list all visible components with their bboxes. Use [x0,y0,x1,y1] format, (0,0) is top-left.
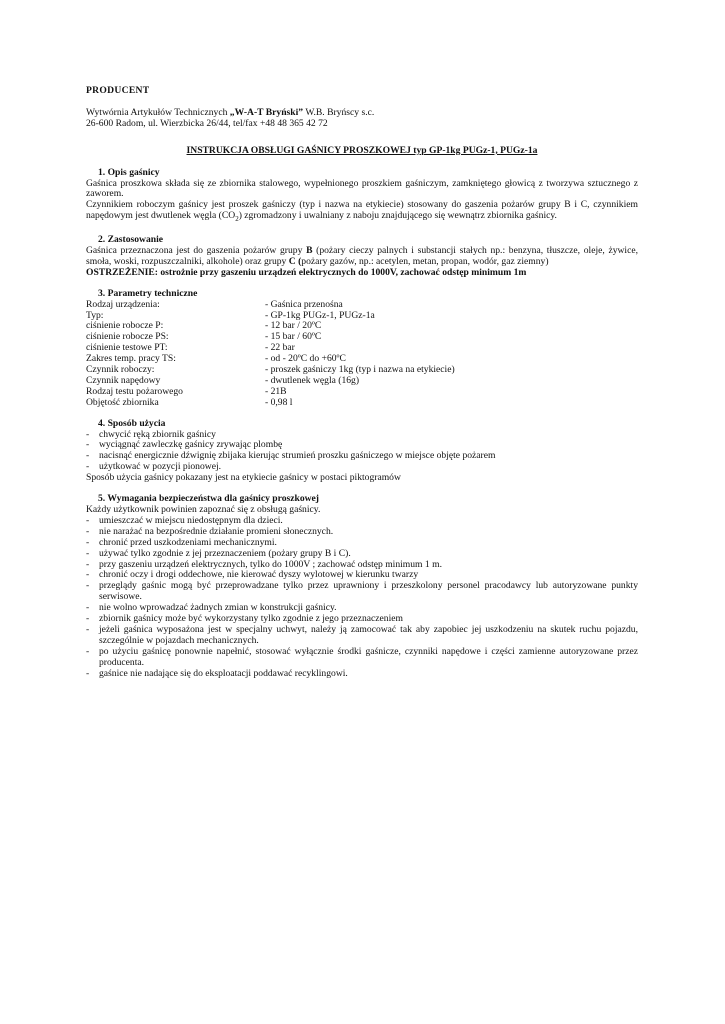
section-1-p2-text-a: Czynnikiem roboczym gaśnicy jest proszek gaśniczy (typ i nazwa na etykiecie) stosowany do gaszenia pożarów grupy B i C, czynnikiem napędowym jest dwutlenek węgla (CO [86,199,638,222]
list-item-text: chronić oczy i drogi oddechowe, nie kierować dyszy wylotowej w kierunku twarzy [99,569,419,581]
param-label: ciśnienie robocze PS: [86,331,169,343]
list-item-text: chronić przed uszkodzeniami mechanicznymi. [99,536,277,548]
list-item: - nie narażać na bezpośrednie działanie promieni słonecznych. [86,527,638,538]
param-label: ciśnienie testowe PT: [86,342,168,354]
param-value: - 12 bar / 20ºC [265,320,322,332]
section-1-heading: 1. Opis gaśnicy [98,166,160,178]
list-item: - zbiornik gaśnicy może być wykorzystany tylko zgodnie z jego przeznaczeniem [86,614,638,625]
param-value: - proszek gaśniczy 1kg (typ i nazwa na etykiecie) [265,364,455,376]
list-item: - jeżeli gaśnica wyposażona jest w specjalny uchwyt, należy ją zamocować tak aby zapobiec jej uszkodzeniu na skutek ruchu pojazdu, szczególnie w pojazdach mechanicznych. [86,623,638,646]
producer-name-suffix: W.B. Bryńscy s.c. [303,106,375,118]
producer-address: 26-600 Radom, ul. Wierzbicka 26/44, tel/fax +48 48 365 42 72 [86,117,328,129]
param-label: Rodzaj testu pożarowego [86,385,183,397]
list-item: - po użyciu gaśnicę ponownie napełnić, stosować wyłącznie środki gaśnicze, czynniki napędowe i części zamienne autoryzowane przez producenta. [86,645,638,668]
list-item-text: wyciągnąć zawleczkę gaśnicy zrywając plombę [99,439,283,451]
param-label: Czynnik roboczy: [86,364,155,376]
fire-class-b: B [306,244,313,256]
section-2-paragraph [86,246,638,268]
producer-name-prefix: Wytwórnia Artykułów Technicznych [86,106,230,118]
list-item-text: nie wolno wprowadzać żadnych zmian w konstrukcji gaśnicy. [99,602,337,614]
param-value: - 15 bar / 60ºC [265,331,322,343]
section-1-paragraph-1: Gaśnica proszkowa składa się ze zbiornika stalowego, wypełnionego proszkiem gaśniczym, zamkniętego głowicą z tworzywa sztucznego z zaworem. [86,177,638,200]
list-item-text: przy gaszeniu urządzeń elektrycznych, tylko do 1000V ; zachować odstęp minimum 1 m. [99,558,442,570]
list-item-text: przeglądy gaśnic mogą być przeprowadzane tylko przez uprawniony i przeszkolony personel pracodawcy lub autoryzowane punkty serwisowe. [99,580,638,603]
param-label: Objętość zbiornika [86,396,159,408]
section-4-heading: 4. Sposób użycia [98,417,166,429]
param-value: - 22 bar [265,342,295,354]
param-value: - 0,98 l [265,396,293,408]
param-label: Czynnik napędowy [86,374,161,386]
list-item-text: użytkować w pozycji pionowej. [99,461,222,473]
section-2-text-c: pożary gazów, np.: acetylen, metan, propan, wodór, gaz ziemny) [301,255,549,267]
list-item-text: jeżeli gaśnica wyposażona jest w specjalny uchwyt, należy ją zamocować tak aby zapobiec jej uszkodzeniu na skutek ruchu pojazdu, szczególnie w pojazdach mechanicznych. [99,623,638,646]
producer-heading: PRODUCENT [86,85,150,96]
param-value: - GP-1kg PUGz-1, PUGz-1a [265,309,375,321]
param-value: - od - 20ºC do +60ºC [265,353,346,365]
section-2-text-a: Gaśnica przeznaczona jest do gaszenia pożarów grupy [86,244,307,256]
param-label: Rodzaj urządzenia: [86,298,160,310]
list-item: - chronić przed uszkodzeniami mechanicznymi. [86,538,638,549]
param-value: - 21B [265,385,287,397]
param-label: Zakres temp. pracy TS: [86,353,176,365]
list-item: - nie wolno wprowadzać żadnych zmian w konstrukcji gaśnicy. [86,603,638,614]
section-1-paragraph-2 [86,200,638,225]
list-item-text: nie narażać na bezpośrednie działanie promieni słonecznych. [99,525,334,537]
list-item-text: chwycić ręką zbiornik gaśnicy [99,428,216,440]
list-item: - używać tylko zgodnie z jej przeznaczeniem (pożary grupy B i C). [86,549,638,560]
co2-subscript: 2 [235,215,239,224]
warning-text: OSTRZEŻENIE: ostrożnie przy gaszeniu urządzeń elektrycznych do 1000V, zachować odstęp minimum 1m [86,266,527,278]
list-item-text: po użyciu gaśnicę ponownie napełnić, stosować wyłącznie środki gaśnicze, czynniki napędowe i części zamienne autoryzowane przez producenta. [99,645,638,668]
section-5-heading: 5. Wymagania bezpieczeństwa dla gaśnicy proszkowej [98,493,320,505]
list-item: - przeglądy gaśnic mogą być przeprowadzane tylko przez uprawniony i przeszkolony personel pracodawcy lub autoryzowane punkty serwisowe. [86,580,638,603]
param-value: - dwutlenek węgla (16g) [265,374,360,386]
list-item: - chronić oczy i drogi oddechowe, nie kierować dyszy wylotowej w kierunku twarzy [86,570,638,581]
list-item: - przy gaszeniu urządzeń elektrycznych, tylko do 1000V ; zachować odstęp minimum 1 m. [86,560,638,571]
fire-class-c: C ( [288,255,302,267]
list-item-text: używać tylko zgodnie z jej przeznaczeniem (pożary grupy B i C). [99,547,351,559]
document-title: INSTRUKCJA OBSŁUGI GAŚNICY PROSZKOWEJ typ GP-1kg PUGz-1, PUGz-1a [186,144,538,156]
section-1-p2-text-b: ) zgromadzony i uwalniany z naboju znajdującego się wewnątrz zbiornika gaśnicy. [238,210,557,222]
usage-note: Sposób użycia gaśnicy pokazany jest na etykiecie gaśnicy w postaci piktogramów [86,472,401,484]
list-item: - umieszczać w miejscu niedostępnym dla dzieci. [86,516,638,527]
param-value: - Gaśnica przenośna [265,298,343,310]
section-2-heading: 2. Zastosowanie [98,234,164,246]
list-item-text: umieszczać w miejscu niedostępnym dla dzieci. [99,514,283,526]
list-item: - chwycić ręką zbiornik gaśnicy [86,430,638,441]
list-item-text: nacisnąć energicznie dźwignię zbijaka kierując strumień proszku gaśniczego w miejsce objęte pożarem [99,450,496,462]
parameters-table [86,300,638,409]
list-item: - wyciągnąć zawleczkę gaśnicy zrywając plombę [86,440,638,451]
list-item: - użytkować w pozycji pionowej. [86,462,638,473]
section-2-text-b: (pożary cieczy palnych i substancji stałych np.: benzyna, tłuszcze, oleje, żywice, smoła, woski, rozpuszczalniki, alkohole) oraz grupy [86,244,639,267]
section-3-heading: 3. Parametry techniczne [98,287,198,299]
safety-intro: Każdy użytkownik powinien zapoznać się z obsługą gaśnicy. [86,504,321,515]
list-item-text: gaśnice nie nadające się do eksploatacji poddawać recyklingowi. [99,667,348,679]
list-item: - nacisnąć energicznie dźwignię zbijaka kierując strumień proszku gaśniczego w miejsce objęte pożarem [86,451,638,462]
list-item-text: zbiornik gaśnicy może być wykorzystany tylko zgodnie z jego przeznaczeniem [99,613,403,625]
param-label: ciśnienie robocze P: [86,320,164,332]
param-label: Typ: [86,309,104,321]
list-item: - gaśnice nie nadające się do eksploatacji poddawać recyklingowi. [86,669,638,680]
document-page [86,86,638,680]
producer-brand: „W-A-T Bryński” [229,106,304,118]
